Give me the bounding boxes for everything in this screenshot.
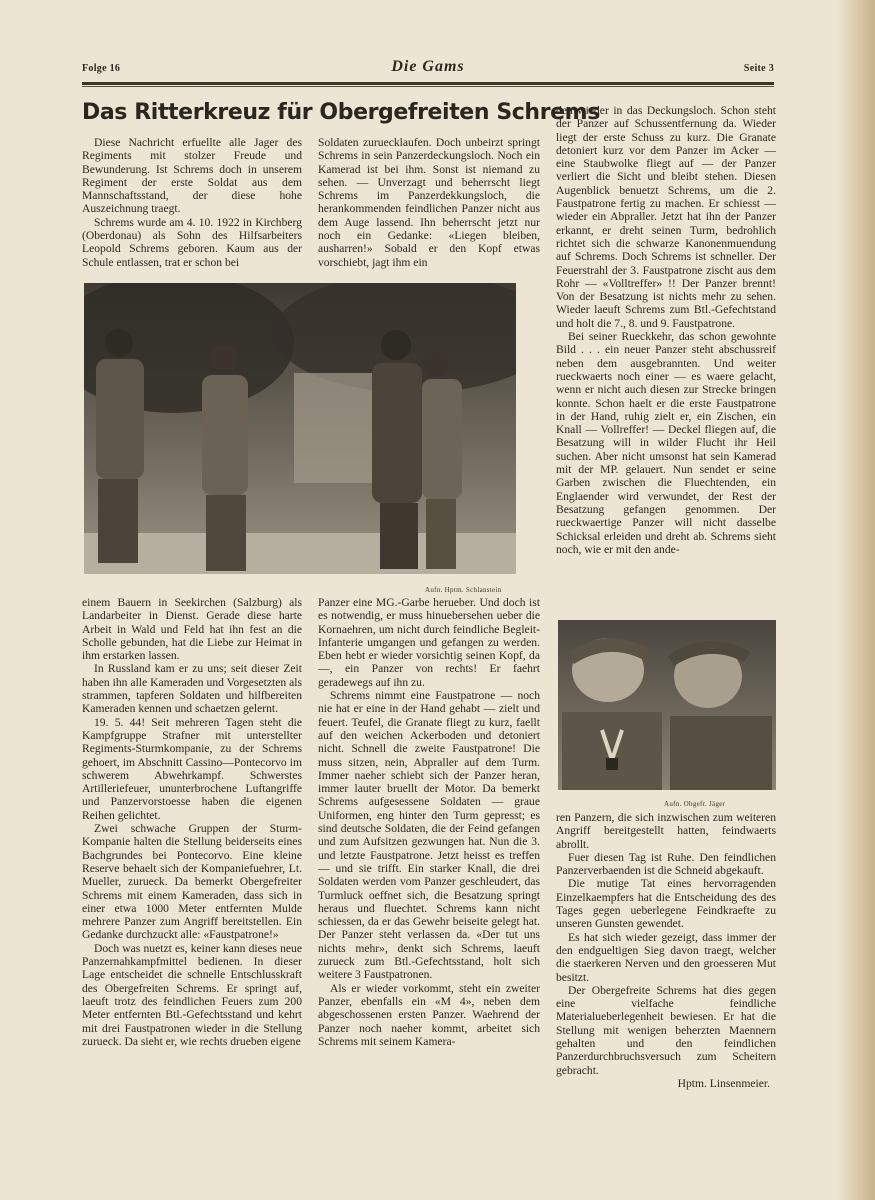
paragraph: Fuer diesen Tag ist Ruhe. Den feindlichen Panzerverbaenden ist die Schneid abgekauft.	[556, 850, 776, 878]
paragraph: den wieder in das Deckungsloch. Schon steht der Panzer auf Schussentfernung da. Wieder liegt der erste Schuss zu kurz. Die Granate detoniert kurz vor dem Panzer im Acker — eine Staubwolke fliegt auf — der Panzer verliert die Sicht und bleibt stehen. Diesen Augenblick benuetzt Schrems, um die 2. Faustpatrone fertig zu machen. Er schiesst — wieder ein Abpraller. Jetzt hat ihn der Panzer erkannt, er dreht seinen Turm, bedrohlich richtet sich die schwarze Kanonenmuendung auf Schrems. Doch Schrems ist schneller. Der Feuerstrahl der 3. Faustpatrone zischt aus dem Rohr — «Volltreffer» !! Der Panzer brennt! Von der Besatzung ist nichts mehr zu sehen. Wieder laeuft Schrems zum Btl.-Gefechtstand und holt die 7., 8. und 9. Faustpatrone.	[556, 104, 776, 330]
paragraph: Zwei schwache Gruppen der Sturm-Kompanie halten die Stellung beiderseits eines Bachgrundes bei Pontecorvo. Eine kleine Reserve behaelt sich der Kompaniefuehrer, Lt. Mueller, zurueck. Da bemerkt Obergefreiter Schrems mit einem Kameraden, dass sich in einer etwa 1000 Meter entfernten Mulde mehrere Panzer zum Angriff bereitstellen. Ein Gedanke durchzuckt alle: «Faustpatrone!»	[82, 822, 302, 942]
column-1-top	[82, 136, 302, 269]
header-rule-thin	[82, 86, 774, 87]
column-2-top	[318, 136, 540, 269]
masthead: Die Gams	[391, 58, 465, 75]
paragraph: Die mutige Tat eines hervorragenden Einzelkaempfers hat die Entscheidung des des Tages gegen ueberlegene Feindkraefte zu unseren Gunsten gewendet.	[556, 877, 776, 931]
photo-credit: Aufn. Hptm. Schlanstein	[425, 586, 502, 594]
portrait-photo-image	[558, 620, 776, 790]
portrait-photo	[558, 620, 776, 790]
author-signature: Hptm. Linsenmeier.	[677, 1076, 770, 1090]
column-3	[556, 104, 776, 556]
award-ceremony-photo-image	[84, 283, 516, 574]
paragraph: Schrems nimmt eine Faustpatrone — noch nie hat er eine in der Hand gehabt — zielt und feuert. Teufel, die Granate fliegt zu kurz, faellt auf den weichen Ackerboden und detoniert nicht. Schnell die zweite Faustpatrone! Die muss sitzen, nein, Abpraller auf dem Turm. Immer naeher schiebt sich der Panzer heran, immer lauter bruellt der Motor. Da bemerkt Schrems aufgesessene Soldaten — graue Uniformen, eng hinter den Turm gepresst; es sind deutsche Soldaten, die der Feind gefangen und zum Aufsitzen gezwungen hat. Nun die 3. und letzte Faustpatrone. Jetzt heisst es treffen — und sie trifft. Ein starker Knall, die drei Soldaten werden vom Panzer geschleudert, das Turmluck oeffnet sich, die Besatzung springt heraus und fluechtet. Schrems kann nicht schiessen, da er das Gewehr beiseite gelegt hat. Der Panzer steht verlassen da. «Der tut uns nichts mehr», denkt sich Schrems, laeuft zurueck zum Btl.-Gefechtsstand, holt sich weitere 3 Faustpatronen.	[318, 689, 540, 982]
page-header	[82, 60, 774, 82]
paragraph: Panzer eine MG.-Garbe herueber. Und doch ist es notwendig, er muss hinuebersehen ueber die Kornaehren, um nicht durch feindliche Begleit-Infanterie umgangen und gefangen zu werden. Eben hebt er wieder vorsichtig seinen Kopf, da —, ein Panzer von rechts! Er faehrt geradewegs auf ihn zu.	[318, 596, 540, 689]
header-rule	[82, 82, 774, 85]
page-number: Seite 3	[743, 63, 774, 74]
paragraph: 19. 5. 44! Seit mehreren Tagen steht die Kampfgruppe Strafner mit unterstellter Regiments-Sturmkompanie, zu der Schrems gehoert, im Abschnitt Cassino—Pontecorvo im schwerem Abwehrkampf. Schwerstes Artilleriefeuer, ununterbrochene Luftangriffe und Panzervorstoesse haben die eigenen Reihen gelichtet.	[82, 715, 302, 822]
paragraph: Als er wieder vorkommt, steht ein zweiter Panzer, ebenfalls ein «M 4», neben dem abgeschossenen ersten Panzer. Waehrend der Panzer noch naeher kommt, arbeitet sich Schrems mit seinem Kamera-	[318, 981, 540, 1048]
photo-credit: Aufn. Obgefr. Jäger	[664, 800, 726, 808]
column-2-bottom	[318, 596, 540, 1048]
paragraph: einem Bauern in Seekirchen (Salzburg) als Landarbeiter in Dienst. Gerade diese harte Arbeit in Wald und Feld hat ihn fest an die Scholle gebunden, hat die Liebe zur Heimat in ihm erstarken lassen.	[82, 596, 302, 663]
paragraph: Bei seiner Rueckkehr, das schon gewohnte Bild . . . ein neuer Panzer steht abschussreif neben dem ausgebrannten. Und weiter rueckwaerts noch einer — es waere gelacht, wenn er nicht auch diesen zur Strecke bringen konnte. Schon haelt er die erste Faustpatrone in der Hand, ruhig zielt er, ein Zischen, ein Knall — Vollreffer! — Deckel fliegen auf, die Besatzung will in wilder Flucht ihr Heil suchen. Aber nicht umsonst hat sein Kamerad mit der MP. gelauert. Nun sendet er seine Garben zwischen die Fluechtenden, ein Englaender wird verwundet, der Rest der Besatzung gefangen genommen. Der rueckwaertige Panzer will nicht dasselbe Schicksal erleiden und dreht ab. Schrems sieht noch, wie er mit den ande-	[556, 330, 776, 556]
paragraph: Soldaten zuruecklaufen. Doch unbeirzt springt Schrems in sein Panzerdeckungsloch. Noch ein Kamerad ist bei ihm. Sonst ist niemand zu sehen. — Unverzagt und beherrscht liegt Schrems im Panzerdekkungsloch, die herankommenden feindlichen Panzer nicht aus dem Auge lassend. Ihn beherrscht jetzt nur noch ein Gedanke: «Liegen bleiben, ausharren!» Sobald er den Kopf etwas vorschiebt, jagt ihm ein	[318, 136, 540, 269]
issue-number: Folge 16	[82, 63, 121, 74]
award-ceremony-photo	[84, 283, 516, 574]
paragraph: Es hat sich wieder gezeigt, dass immer der den endgueltigen Sieg davon traegt, welcher die staerkeren Nerven und den groesseren Mut besitzt.	[556, 930, 776, 984]
paragraph: ren Panzern, die sich inzwischen zum weiteren Angriff bereitgestellt hatten, feindwaerts abrollt.	[556, 811, 776, 851]
paragraph: Diese Nachricht erfuellte alle Jager des Regiments mit stolzer Freude und Bewunderung. Ist Schrems doch in unserem Regiment der erste Soldat aus dem Mannschaftsstand, der diese hohe Auszeichnung traegt.	[82, 136, 302, 216]
paragraph: Der Obergefreite Schrems hat dies gegen eine vielfache feindliche Materialueberlegenheit bewiesen. Er hat die Stellung mit wenigen beherzten Maennern gehalten und den feindlichen Panzerdurchbruchsversuch zum Scheitern gebracht.	[556, 983, 776, 1077]
paragraph: In Russland kam er zu uns; seit dieser Zeit haben ihn alle Kameraden und Vorgesetzten als strammen, tapferen Soldaten und hilfbereiten Kameraden kennen und schaetzen gelernt.	[82, 662, 302, 716]
column-3-bottom	[556, 811, 776, 1090]
article-headline: Das Ritterkreuz für Obergefreiten Schrems	[82, 100, 600, 125]
page-edge	[837, 0, 875, 1200]
column-1-bottom	[82, 596, 302, 1048]
paragraph: Doch was nuetzt es, keiner kann dieses neue Panzernahkampfmittel bedienen. In dieser Lage entscheidet die schnelle Entschlusskraft des Obergefreiten Schrems. Er springt auf, laeuft trotz des feindlichen Feuers zum 200 Meter entfernten Btl.-Gefechtsstand und kehrt mit drei Faustpatronen wieder in die Stellung zurueck. Da sieht er, wie rechts drueben eigene	[82, 941, 302, 1048]
paragraph: Schrems wurde am 4. 10. 1922 in Kirchberg (Oberdonau) als Sohn des Hilfsarbeiters Leopold Schrems geboren. Kaum aus der Schule entlassen, trat er schon bei	[82, 215, 302, 269]
